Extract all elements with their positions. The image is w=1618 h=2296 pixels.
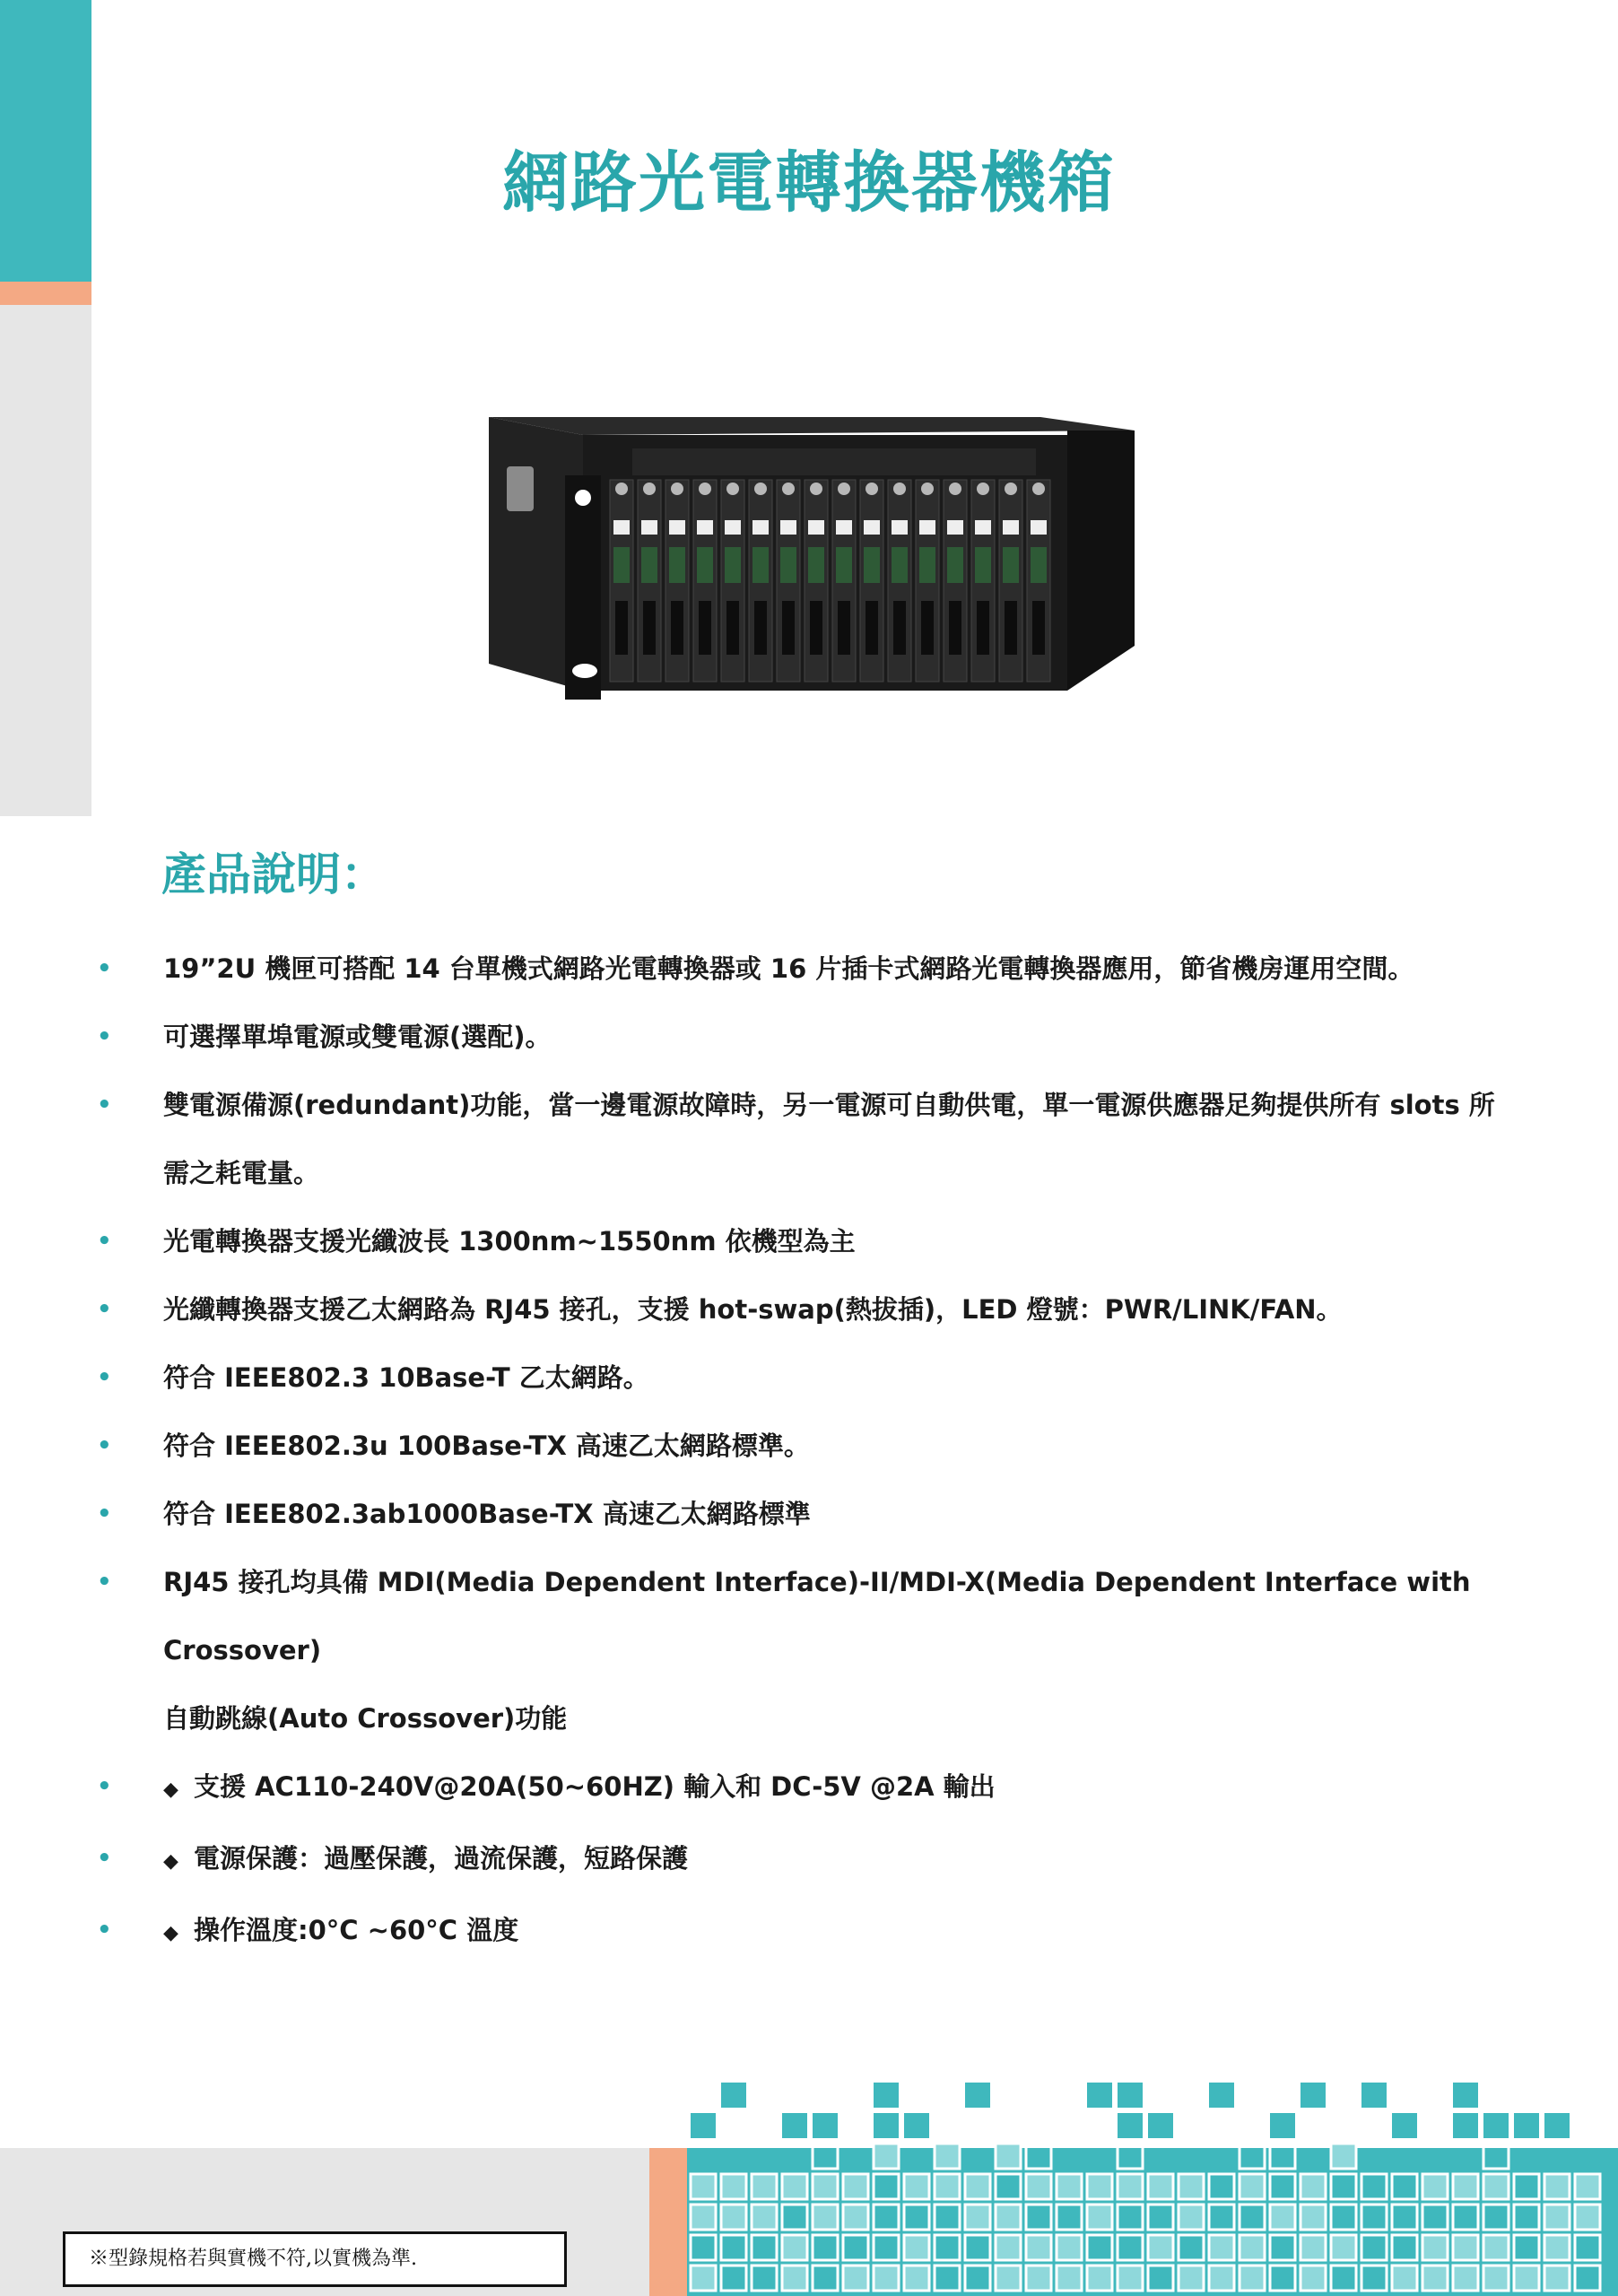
bullet-dot-icon: • xyxy=(97,1432,112,1459)
list-item-continuation xyxy=(90,1684,1543,1752)
list-item-text: 自動跳線(Auto Crossover)功能 xyxy=(163,1703,568,1734)
section-heading: 產品說明： xyxy=(161,848,386,900)
list-item xyxy=(90,1548,1543,1684)
list-item-text: 光纖轉換器支援乙太網路為 RJ45 接孔，支援 hot-swap(熱拔插)，LED 燈號：PWR/LINK/FAN。 xyxy=(163,1294,1343,1325)
list-item-text: 操作溫度:0°C ~60°C 溫度 xyxy=(194,1915,519,1945)
list-item-continuation xyxy=(90,1139,1543,1207)
diamond-icon: ◆ xyxy=(163,1779,178,1801)
media-converter-chassis-image xyxy=(484,386,1157,726)
page-title: 網路光電轉換器機箱 xyxy=(502,144,1116,222)
list-item xyxy=(90,1412,1543,1480)
left-orange-band xyxy=(0,282,91,305)
list-item-text: 符合 IEEE802.3ab1000Base-TX 高速乙太網路標準 xyxy=(163,1499,811,1529)
bullet-dot-icon: • xyxy=(97,1569,112,1596)
list-item xyxy=(90,1344,1543,1412)
list-item-text: 電源保護：過壓保護，過流保護，短路保護 xyxy=(194,1843,689,1874)
list-item xyxy=(90,1275,1543,1344)
list-item-text: 符合 IEEE802.3u 100Base-TX 高速乙太網路標準。 xyxy=(163,1431,810,1461)
list-item xyxy=(90,1752,1543,1824)
footer-pixel-pattern xyxy=(687,2063,1618,2296)
list-item-text: RJ45 接孔均具備 MDI(Media Dependent Interface)-II/MDI-X(Media Dependent Interface with Crossover) xyxy=(163,1567,1471,1665)
bullet-dot-icon: • xyxy=(97,1773,112,1800)
list-item xyxy=(90,1207,1543,1275)
footer-orange-band xyxy=(649,2148,687,2296)
bullet-dot-icon: • xyxy=(97,1023,112,1050)
bullet-dot-icon: • xyxy=(97,1364,112,1391)
list-item-text: 可選擇單埠電源或雙電源(選配)。 xyxy=(163,1022,552,1052)
bullet-dot-icon: • xyxy=(97,1228,112,1255)
feature-list xyxy=(90,935,1543,1968)
list-item-text: 19”2U 機匣可搭配 14 台單機式網路光電轉換器或 16 片插卡式網路光電轉換器應用，節省機房運用空間。 xyxy=(163,953,1414,984)
list-item xyxy=(90,1896,1543,1968)
list-item xyxy=(90,1480,1543,1548)
bullet-dot-icon: • xyxy=(97,1917,112,1944)
list-item-text: 支援 AC110-240V@20A(50~60HZ) 輸入和 DC-5V @2A 輸出 xyxy=(194,1771,996,1802)
list-item xyxy=(90,1071,1543,1139)
bullet-dot-icon: • xyxy=(97,1296,112,1323)
bullet-dot-icon: • xyxy=(97,1845,112,1872)
bullet-dot-icon: • xyxy=(97,955,112,982)
bullet-dot-icon: • xyxy=(97,1500,112,1527)
bullet-dot-icon: • xyxy=(97,1091,112,1118)
disclaimer-note: ※型錄規格若與實機不符,以實機為準. xyxy=(63,2231,567,2287)
list-item xyxy=(90,935,1543,1003)
list-item-text: 符合 IEEE802.3 10Base-T 乙太網路。 xyxy=(163,1362,649,1393)
diamond-icon: ◆ xyxy=(163,1922,178,1944)
list-item xyxy=(90,1824,1543,1896)
list-item-text: 光電轉換器支援光纖波長 1300nm~1550nm 依機型為主 xyxy=(163,1226,856,1257)
diamond-icon: ◆ xyxy=(163,1850,178,1873)
list-item-text: 雙電源備源(redundant)功能，當一邊電源故障時，另一電源可自動供電，單一電源供應器足夠提供所有 slots 所 xyxy=(163,1090,1495,1120)
list-item-text: 需之耗電量。 xyxy=(163,1158,320,1188)
list-item xyxy=(90,1003,1543,1071)
